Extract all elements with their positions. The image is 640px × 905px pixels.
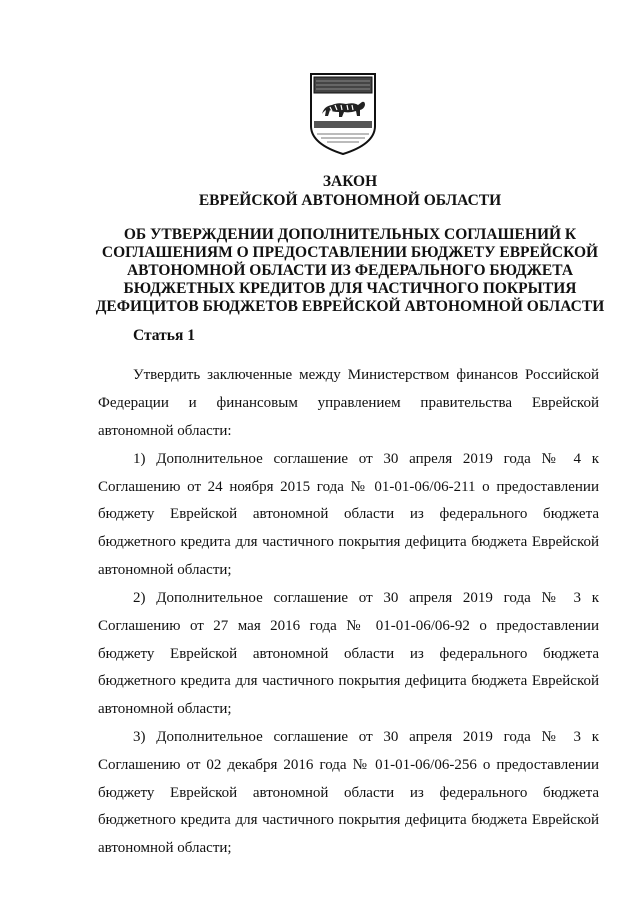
item-line: бюджету Еврейской автономной области из федерального бюджета (98, 785, 599, 801)
item-line: 2) Дополнительное соглашение от 30 апреля 2019 года № 3 к (133, 590, 599, 606)
item-line: Соглашению от 02 декабря 2016 года № 01-01-06/06-256 о предоставлении (98, 757, 599, 773)
item-line: бюджетного кредита для частичного покрытия дефицита бюджета Еврейской (98, 534, 599, 550)
law-subject-line: АВТОНОМНОЙ ОБЛАСТИ ИЗ ФЕДЕРАЛЬНОГО БЮДЖЕТА (126, 262, 574, 279)
article-heading: Статья 1 (133, 327, 195, 344)
item-line: Соглашению от 27 мая 2016 года № 01-01-06/06-92 о предоставлении (98, 618, 599, 634)
item-line: бюджету Еврейской автономной области из федерального бюджета (98, 646, 599, 662)
law-subject (80, 226, 620, 316)
law-title-line: ЕВРЕЙСКОЙ АВТОНОМНОЙ ОБЛАСТИ (198, 192, 502, 209)
item-line: автономной области; (98, 701, 232, 717)
law-title (60, 172, 640, 210)
intro-line: автономной области: (98, 423, 232, 439)
law-subject-line: СОГЛАШЕНИЯМ О ПРЕДОСТАВЛЕНИИ БЮДЖЕТУ ЕВРЕЙСКОЙ (101, 244, 599, 261)
item-line: 3) Дополнительное соглашение от 30 апреля 2019 года № 3 к (133, 729, 599, 745)
item-line: 1) Дополнительное соглашение от 30 апреля 2019 года № 4 к (133, 451, 599, 467)
coat-of-arms-icon (308, 72, 378, 156)
law-title-line: ЗАКОН (322, 173, 378, 190)
item-line: автономной области; (98, 840, 232, 856)
item-line: бюджетного кредита для частичного покрытия дефицита бюджета Еврейской (98, 812, 599, 828)
law-subject-line: ДЕФИЦИТОВ БЮДЖЕТОВ ЕВРЕЙСКОЙ АВТОНОМНОЙ ОБЛАСТИ (95, 298, 605, 315)
law-subject-line: БЮДЖЕТНЫХ КРЕДИТОВ ДЛЯ ЧАСТИЧНОГО ПОКРЫТИЯ (123, 280, 577, 297)
item-line: Соглашению от 24 ноября 2015 года № 01-01-06/06-211 о предоставлении (98, 479, 599, 495)
law-subject-line: ОБ УТВЕРЖДЕНИИ ДОПОЛНИТЕЛЬНЫХ СОГЛАШЕНИЙ К (123, 226, 577, 243)
item-line: бюджету Еврейской автономной области из федерального бюджета (98, 506, 599, 522)
intro-line: Утвердить заключенные между Министерством финансов Российской (133, 367, 599, 383)
item-line: автономной области; (98, 562, 232, 578)
intro-line: Федерации и финансовым управлением правительства Еврейской (98, 395, 599, 411)
item-line: бюджетного кредита для частичного покрытия дефицита бюджета Еврейской (98, 673, 599, 689)
